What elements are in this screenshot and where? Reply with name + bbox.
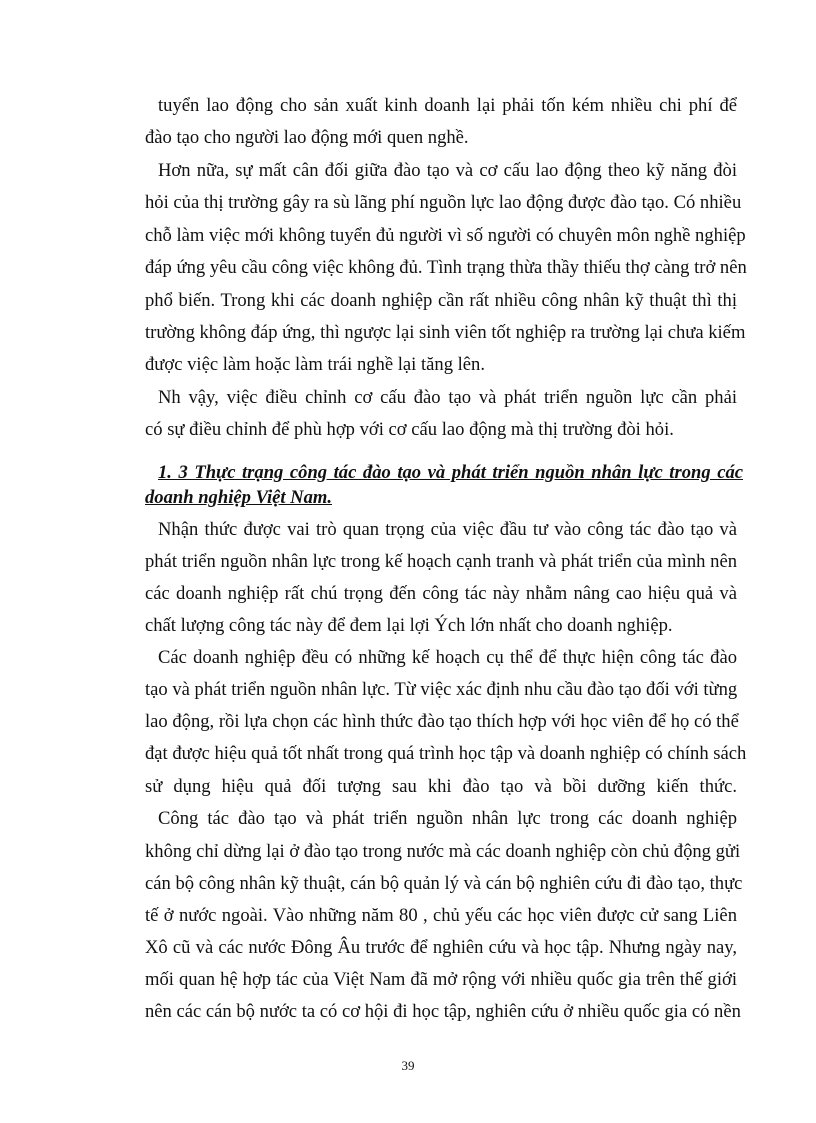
paragraph-5-line-1: Các doanh nghiệp đều có những kế hoạch cụ thể để thực hiện công tác đào: [158, 647, 737, 668]
section-heading-line-2: doanh nghiệp Việt Nam.: [145, 487, 333, 508]
paragraph-6-line-4: tế ở nước ngoài. Vào những năm 80 , chủ yếu các học viên được cử sang Liên: [145, 905, 737, 926]
paragraph-6-line-5: Xô cũ và các nước Đông Âu trước để nghiên cứu và học tập. Nhưng ngày nay,: [145, 937, 737, 958]
paragraph-6-line-3: cán bộ công nhân kỹ thuật, cán bộ quản lý và cán bộ nghiên cứu đi đào tạo, thực: [145, 873, 743, 894]
paragraph-4-line-2: phát triển nguồn nhân lực trong kế hoạch cạnh tranh và phát triển của mình nên: [145, 551, 737, 572]
paragraph-3-line-1: Nh vậy, việc điều chỉnh cơ cấu đào tạo và phát triển nguồn lực cần phải: [158, 387, 737, 408]
page-number: 39: [401, 1058, 415, 1073]
paragraph-2-line-5: phổ biến. Trong khi các doanh nghiệp cần rất nhiều công nhân kỹ thuật thì thị: [145, 290, 737, 311]
paragraph-5-line-2: tạo và phát triển nguồn nhân lực. Từ việc xác định nhu cầu đào tạo đối với từng: [145, 679, 738, 700]
paragraph-6-line-2: không chỉ dừng lại ở đào tạo trong nước mà các doanh nghiệp còn chủ động gửi: [145, 841, 741, 862]
paragraph-2-line-4: đáp ứng yêu cầu công việc không đủ. Tình trạng thừa thầy thiếu thợ càng trở nên: [145, 257, 747, 278]
paragraph-2-line-6: trường không đáp ứng, thì ngược lại sinh viên tốt nghiệp ra trường lại chưa kiếm: [145, 322, 746, 343]
paragraph-6-line-6: mối quan hệ hợp tác của Việt Nam đã mở rộng với nhiều quốc gia trên thế giới: [145, 969, 737, 990]
paragraph-3-line-2: có sự điều chỉnh để phù hợp với cơ cấu lao động mà thị trường đòi hỏi.: [145, 419, 674, 440]
paragraph-6-line-7: nên các cán bộ nước ta có cơ hội đi học tập, nghiên cứu ở nhiều quốc gia có nền: [145, 1001, 741, 1022]
paragraph-1-line-2: đào tạo cho người lao động mới quen nghề.: [145, 127, 469, 148]
section-heading-line-1: 1. 3 Thực trạng công tác đào tạo và phát triển nguồn nhân lực trong các: [158, 462, 743, 483]
paragraph-4-line-4: chất lượng công tác này để đem lại lợi Ých lớn nhất cho doanh nghiệp.: [145, 615, 673, 636]
paragraph-1-line-1: tuyển lao động cho sản xuất kinh doanh lại phải tốn kém nhiều chi phí để: [158, 95, 737, 116]
paragraph-2-line-3: chỗ làm việc mới không tuyển đủ người vì số người có chuyên môn nghề nghiệp: [145, 225, 746, 246]
paragraph-2-line-1: Hơn nữa, sự mất cân đối giữa đào tạo và cơ cấu lao động theo kỹ năng đòi: [158, 160, 737, 181]
paragraph-4-line-3: các doanh nghiệp rất chú trọng đến công tác này nhằm nâng cao hiệu quả và: [145, 583, 737, 604]
paragraph-5-line-4: đạt được hiệu quả tốt nhất trong quá trình học tập và doanh nghiệp có chính sách: [145, 743, 747, 764]
paragraph-2-line-2: hỏi của thị trường gây ra sù lãng phí nguồn lực lao động được đào tạo. Có nhiều: [145, 192, 742, 213]
paragraph-5-line-5: sử dụng hiệu quả đối tượng sau khi đào tạo và bồi dưỡng kiến thức.: [145, 776, 737, 797]
paragraph-4-line-1: Nhận thức được vai trò quan trọng của việc đầu tư vào công tác đào tạo và: [158, 519, 737, 540]
paragraph-6-line-1: Công tác đào tạo và phát triển nguồn nhân lực trong các doanh nghiệp: [158, 808, 737, 829]
paragraph-2-line-7: được việc làm hoặc làm trái nghề lại tăng lên.: [145, 354, 486, 375]
paragraph-5-line-3: lao động, rồi lựa chọn các hình thức đào tạo thích hợp với học viên để họ có thể: [145, 711, 739, 732]
